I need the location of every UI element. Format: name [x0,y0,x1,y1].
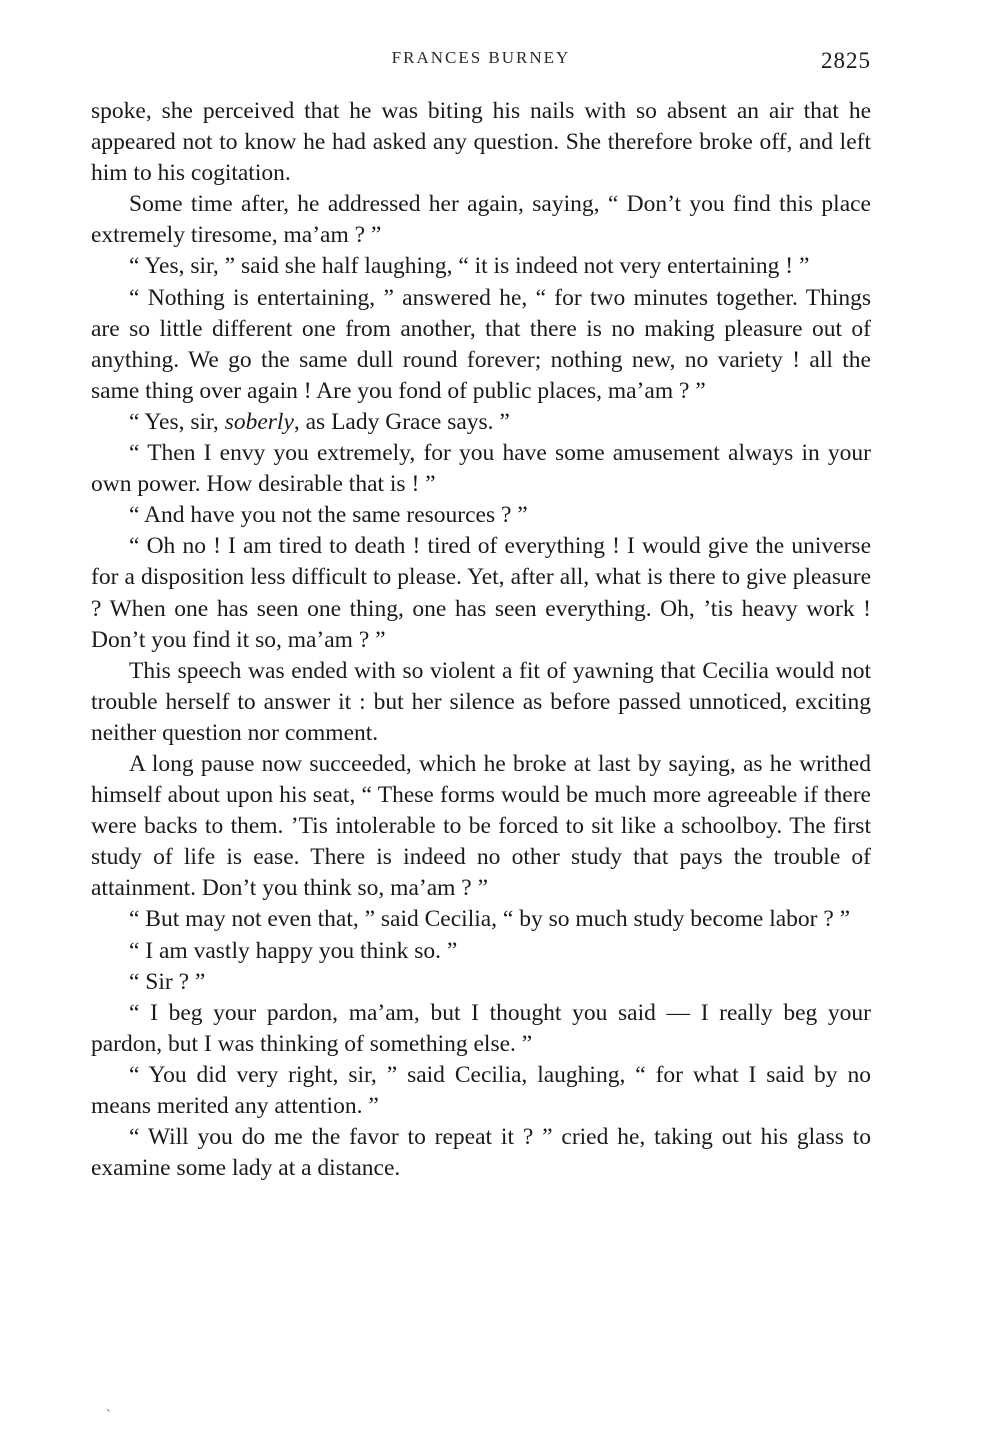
paragraph: “ Then I envy you extremely, for you have some amusement always in your own power. How desirable that is ! ” [91,440,871,498]
paragraph: “ But may not even that, ” said Cecilia, “ by so much study become labor ? ” [129,906,851,933]
italic-word: soberly [224,408,294,435]
stray-mark: ` [106,1408,111,1423]
paragraph: Some time after, he addressed her again, saying, “ Don’t you find this place extremely tiresome, ma’am ? ” [91,191,871,249]
paragraph: “ Will you do me the favor to repeat it ? ” cried he, taking out his glass to examine some lady at a distance. [91,1124,871,1182]
paragraph: “ Oh no ! I am tired to death ! tired of everything ! I would give the universe for a disposition less difficult to please. Yet, after all, what is there to give pleasure ? When one has seen one thing, one has seen everything. Oh, ’tis heavy work ! Don’t you find it so, ma’am ? ” [91,533,871,653]
paragraph: “ Yes, sir, ” said she half laughing, “ it is indeed not very entertaining ! ” [129,253,810,280]
page-number: 2825 [821,48,871,73]
paragraph: “ Nothing is entertaining, ” answered he, “ for two minutes together. Things are so little different one from another, that there is no making pleasure out of anything. We go the same dull round forever; nothing new, no variety ! all the same thing over again ! Are you fond of public places, ma’am ? ” [91,284,871,404]
running-title: FRANCES BURNEY [391,48,571,67]
paragraph: A long pause now succeeded, which he broke at last by saying, as he writhed himself about upon his seat, “ These forms would be much more agreeable if there were backs to them. ’Tis intolerable to be forced to sit like a schoolboy. The first study of life is ease. There is indeed no other study that pays the trouble of attainment. Don’t you think so, ma’am ? ” [91,750,871,902]
running-head [91,48,871,78]
paragraph: This speech was ended with so violent a fit of yawning that Cecilia would not trouble herself to answer it : but her silence as before passed unnoticed, exciting neither question nor comment. [91,657,871,746]
paragraph-soberly: “ Yes, sir, soberly, as Lady Grace says. ” [129,408,510,435]
paragraph: “ And have you not the same resources ? ” [129,502,528,529]
paragraph-continuation: spoke, she perceived that he was biting his nails with so absent an air that he appeared not to know he had asked any question. She therefore broke off, and left him to his cogitation. [91,98,871,187]
paragraph: “ I beg your pardon, ma’am, but I thought you said — I really beg your pardon, but I was thinking of something else. ” [91,999,871,1057]
paragraph: “ Sir ? ” [129,968,206,995]
paragraph: “ You did very right, sir, ” said Cecilia, laughing, “ for what I said by no means merited any attention. ” [91,1061,871,1119]
paragraph: “ I am vastly happy you think so. ” [129,937,458,964]
body-text [91,96,871,1184]
